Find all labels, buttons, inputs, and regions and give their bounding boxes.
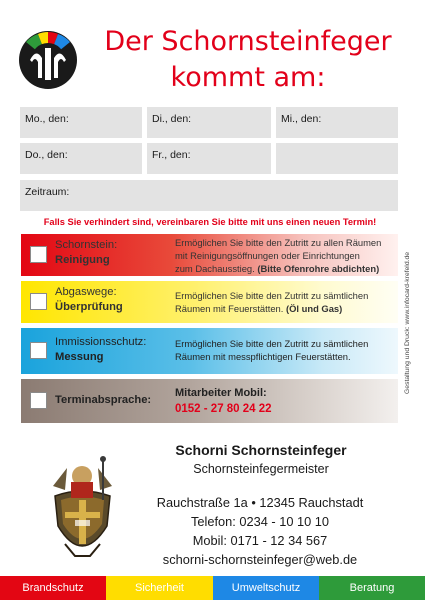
date-label-monday: Mo., den:: [25, 113, 69, 125]
mobile-label: Mitarbeiter Mobil:: [175, 387, 267, 399]
company-mobile: Mobil: 0171 - 12 34 567: [192, 533, 328, 548]
company-phone: Telefon: 0234 - 10 10 10: [190, 514, 330, 529]
checkbox-ueberpruefung[interactable]: [30, 293, 47, 310]
service-text-part: Räumen mit Feuerstätten.: [175, 303, 284, 314]
service-text-line: Ermöglichen Sie bitte den Zutritt zu sämtlichen: [175, 338, 369, 349]
service-label-terminabsprache: Terminabsprache:: [55, 394, 152, 406]
date-label-thursday: Do., den:: [25, 149, 68, 161]
service-row-ueberpruefung: [21, 281, 398, 323]
service-sublabel-ueberpruefung: Überprüfung: [55, 301, 123, 313]
service-label-reinigung: Schornstein:: [55, 239, 118, 251]
service-text-line: Ermöglichen Sie bitte den Zutritt zu sämtlichen: [175, 290, 369, 301]
page-title-line-2: kommt am:: [170, 62, 326, 93]
date-field-friday[interactable]: [147, 143, 271, 174]
service-label-ueberpruefung: Abgaswege:: [55, 286, 117, 298]
company-name: Schorni Schornsteinfeger: [175, 442, 347, 458]
service-sublabel-messung: Messung: [55, 351, 104, 363]
service-sublabel-reinigung: Reinigung: [55, 254, 110, 266]
footer-umweltschutz: Umweltschutz: [213, 576, 319, 600]
date-field-tuesday[interactable]: [147, 107, 271, 138]
service-text-bold: (Öl und Gas): [286, 303, 343, 314]
service-label-messung: Immissionsschutz:: [55, 336, 147, 348]
company-address: Rauchstraße 1a • 12345 Rauchstadt: [156, 495, 364, 510]
page-title-line-1: Der Schornsteinfeger: [104, 26, 392, 57]
service-text-line: Räumen mit messpflichtigen Feuerstätten.: [175, 351, 351, 362]
date-label-wednesday: Mi., den:: [281, 113, 322, 125]
guild-crest-icon: [45, 456, 120, 566]
service-text-reinigung: [175, 236, 395, 275]
date-field-extra[interactable]: [276, 143, 398, 174]
date-field-wednesday[interactable]: [276, 107, 398, 138]
checkbox-messung[interactable]: [30, 342, 47, 359]
service-text-part: zum Dachausstieg.: [175, 263, 255, 274]
guild-logo-icon: [18, 30, 78, 90]
service-text-ueberpruefung: [175, 289, 395, 315]
service-row-terminabsprache: [21, 379, 398, 423]
service-text-line: [175, 302, 395, 315]
service-text-line: Ermöglichen Sie bitte den Zutritt zu allen Räumen: [175, 237, 382, 248]
service-row-reinigung: [21, 234, 398, 276]
company-title: Schornsteinfegermeister: [193, 462, 329, 476]
company-email[interactable]: schorni-schornsteinfeger@web.de: [162, 552, 358, 567]
footer-beratung: Beratung: [319, 576, 425, 600]
date-field-thursday[interactable]: [20, 143, 142, 174]
service-text-bold: (Bitte Ofenrohre abdichten): [257, 263, 380, 274]
date-label-tuesday: Di., den:: [152, 113, 192, 125]
date-field-monday[interactable]: [20, 107, 142, 138]
service-text-messung: [175, 337, 395, 363]
mobile-number: 0152 - 27 80 24 22: [175, 403, 272, 415]
checkbox-terminabsprache[interactable]: [30, 392, 47, 409]
checkbox-reinigung[interactable]: [30, 246, 47, 263]
date-field-zeitraum[interactable]: [20, 180, 398, 211]
footer-sicherheit: Sicherheit: [106, 576, 213, 600]
date-label-friday: Fr., den:: [152, 149, 191, 161]
footer-brandschutz: Brandschutz: [0, 576, 106, 600]
printer-credit: Gestaltung und Druck: www.infocard-krefeld.de: [404, 251, 411, 394]
service-text-line: [175, 262, 395, 275]
service-row-messung: [21, 328, 398, 374]
reschedule-notice: Falls Sie verhindert sind, vereinbaren Sie bitte mit uns einen neuen Termin!: [43, 217, 377, 227]
service-text-line: mit Reinigungsöffnungen oder Einrichtungen: [175, 250, 360, 261]
date-label-zeitraum: Zeitraum:: [25, 186, 70, 198]
